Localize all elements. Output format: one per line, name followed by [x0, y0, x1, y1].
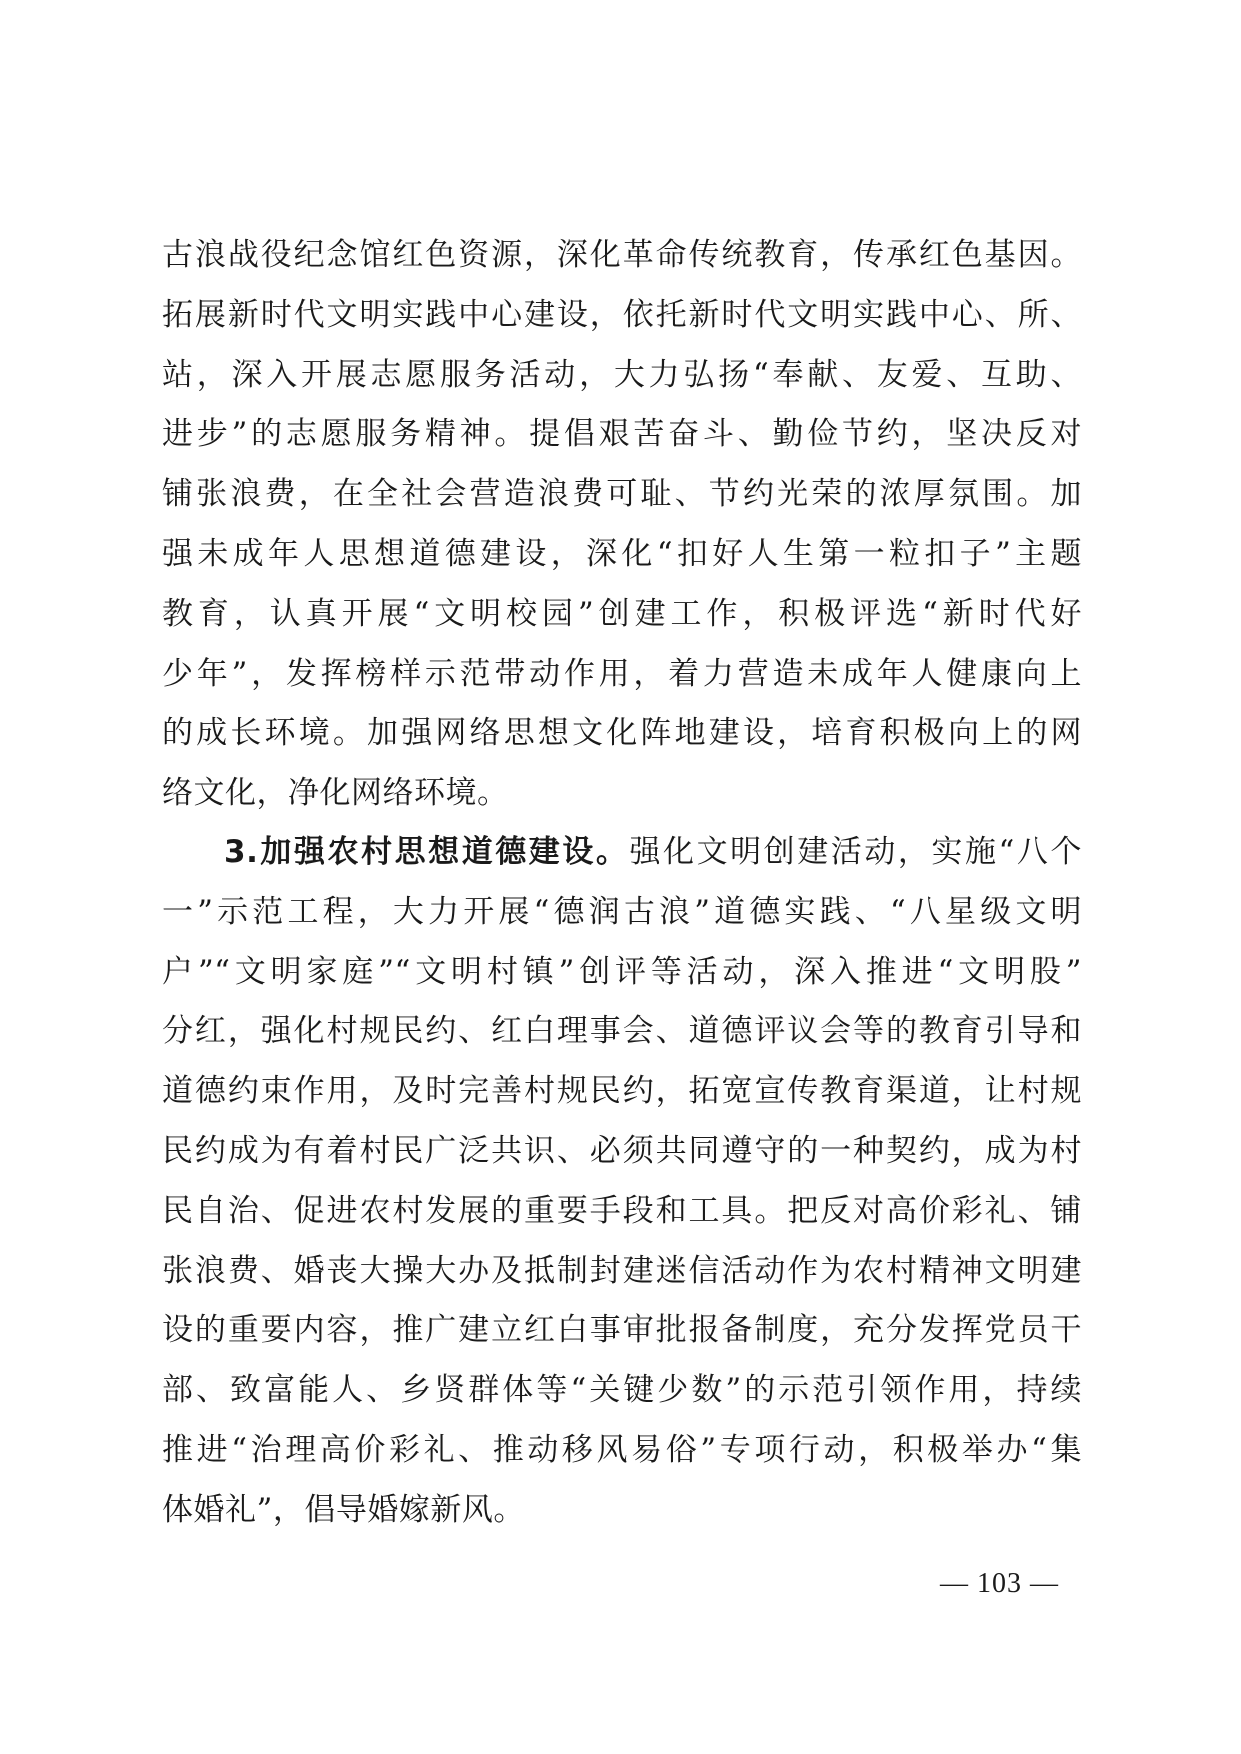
paragraph-line: 道德约束作用，及时完善村规民约，拓宽宣传教育渠道，让村规 — [162, 1073, 1082, 1110]
paragraph-line: 拓展新时代文明实践中心建设，依托新时代文明实践中心、所、 — [162, 296, 1082, 333]
paragraph-line: 分红，强化村规民约、红白理事会、道德评议会等的教育引导和 — [162, 1013, 1082, 1050]
paragraph-line: 部、致富能人、乡贤群体等“关键少数”的示范引领作用，持续 — [162, 1372, 1082, 1409]
body-paragraph-1 — [162, 226, 1082, 824]
paragraph-first-line — [162, 823, 1082, 883]
body-paragraph-2 — [162, 823, 1082, 1541]
paragraph-line: 进步”的志愿服务精神。提倡艰苦奋斗、勤俭节约，坚决反对 — [162, 416, 1082, 453]
paragraph-line: 站，深入开展志愿服务活动，大力弘扬“奉献、友爱、互助、 — [162, 356, 1082, 393]
paragraph-line: 设的重要内容，推广建立红白事审批报备制度，充分发挥党员干 — [162, 1312, 1082, 1349]
paragraph-line: 少年”，发挥榜样示范带动作用，着力营造未成年人健康向上 — [162, 655, 1082, 692]
paragraph-line-text: 强化文明创建活动，实施“八个 — [629, 834, 1082, 870]
paragraph-line: 张浪费、婚丧大操大办及抵制封建迷信活动作为农村精神文明建 — [162, 1252, 1082, 1289]
paragraph-line: 的成长环境。加强网络思想文化阵地建设，培育积极向上的网 — [162, 715, 1082, 752]
paragraph-line: 体婚礼”，倡导婚嫁新风。 — [162, 1491, 525, 1528]
paragraph-line: 户”“文明家庭”“文明村镇”创评等活动，深入推进“文明股” — [162, 953, 1082, 990]
paragraph-line: 古浪战役纪念馆红色资源，深化革命传统教育，传承红色基因。 — [162, 237, 1082, 273]
paragraph-line: 民约成为有着村民广泛共识、必须共同遵守的一种契约，成为村 — [162, 1132, 1082, 1169]
paragraph-line: 铺张浪费，在全社会营造浪费可耻、节约光荣的浓厚氛围。加 — [162, 476, 1082, 513]
page-number: — 103 — — [940, 1568, 1059, 1599]
paragraph-line: 络文化，净化网络环境。 — [162, 775, 509, 812]
section-heading: 3.加强农村思想道德建设。 — [224, 834, 630, 870]
paragraph-line: 强未成年人思想道德建设，深化“扣好人生第一粒扣子”主题 — [162, 535, 1082, 572]
paragraph-line: 一”示范工程，大力开展“德润古浪”道德实践、“八星级文明 — [162, 893, 1082, 930]
paragraph-line: 民自治、促进农村发展的重要手段和工具。把反对高价彩礼、铺 — [162, 1192, 1082, 1229]
paragraph-line: 推进“治理高价彩礼、推动移风易俗”专项行动，积极举办“集 — [162, 1431, 1082, 1468]
paragraph-line: 教育，认真开展“文明校园”创建工作，积极评选“新时代好 — [162, 595, 1082, 632]
